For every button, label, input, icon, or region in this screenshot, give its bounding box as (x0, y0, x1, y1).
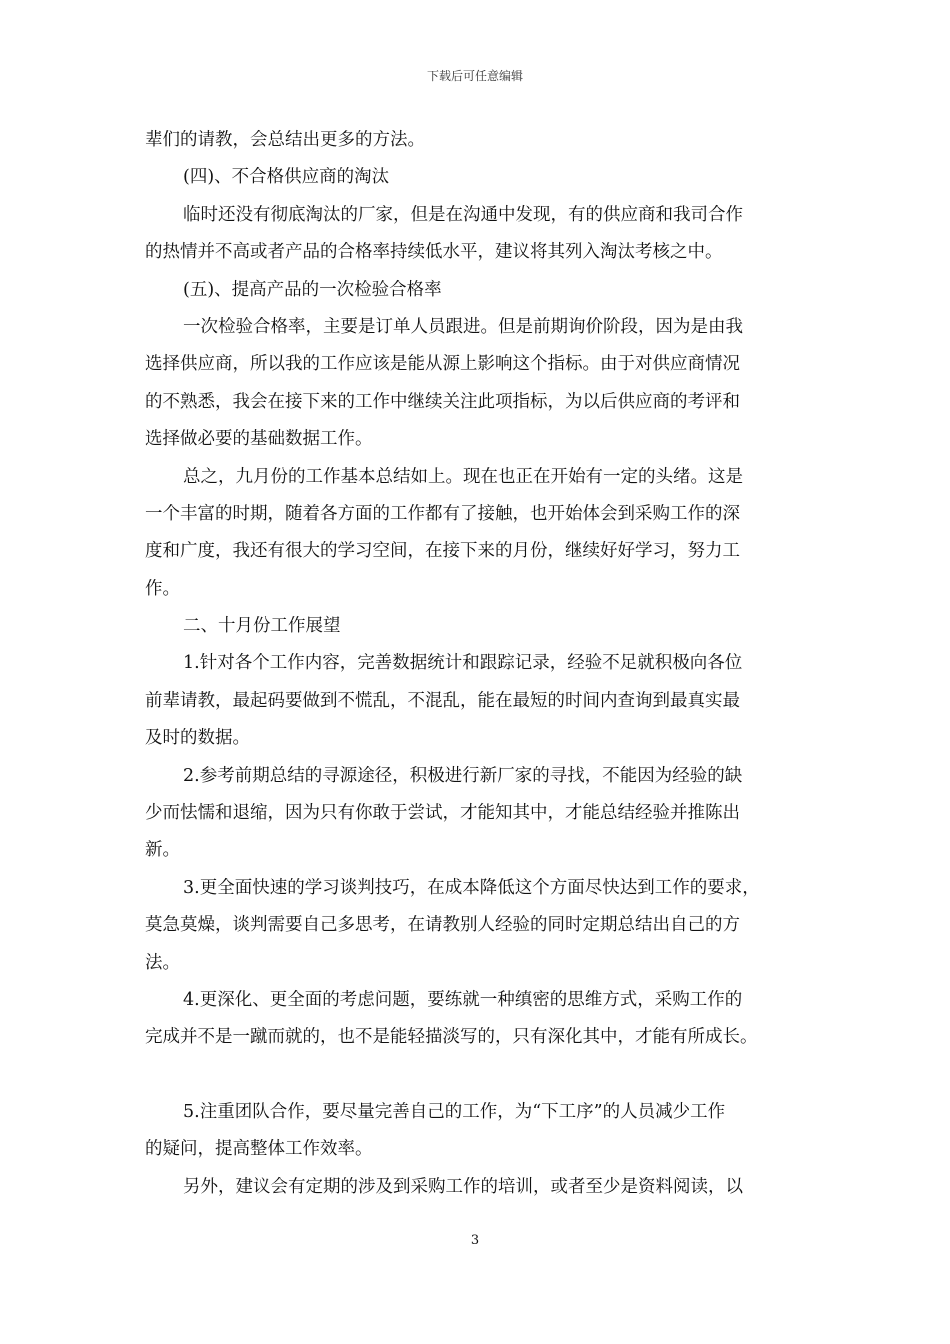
text-line: 3.更全面快速的学习谈判技巧，在成本降低这个方面尽快达到工作的要求， (183, 877, 760, 898)
text-line: 一次检验合格率，主要是订单人员跟进。但是前期询价阶段，因为是由我 (183, 316, 743, 337)
text-line: 2.参考前期总结的寻源途径，积极进行新厂家的寻找，不能因为经验的缺 (183, 765, 743, 786)
text-line: 另外，建议会有定期的涉及到采购工作的培训，或者至少是资料阅读，以 (183, 1176, 743, 1197)
text-line: 总之，九月份的工作基本总结如上。现在也正在开始有一定的头绪。这是 (183, 466, 743, 487)
text-line: 1.针对各个工作内容，完善数据统计和跟踪记录，经验不足就积极向各位 (183, 653, 743, 674)
text-line: 5.注重团队合作，要尽量完善自己的工作，为“下工序”的人员减少工作 (183, 1101, 726, 1122)
text-line: 完成并不是一蹴而就的，也不是能轻描淡写的，只有深化其中，才能有所成长。 (145, 1027, 758, 1048)
text-line: 前辈请教，最起码要做到不慌乱，不混乱，能在最短的时间内查询到最真实最 (145, 690, 740, 711)
text-line: 临时还没有彻底淘汰的厂家，但是在沟通中发现，有的供应商和我司合作 (183, 204, 743, 225)
text-line: 的热情并不高或者产品的合格率持续低水平，建议将其列入淘汰考核之中。 (145, 242, 723, 263)
text-line: 莫急莫燥，谈判需要自己多思考，在请教别人经验的同时定期总结出自己的方 (145, 915, 740, 936)
paragraph-gap (145, 1057, 811, 1094)
text-line: 一个丰富的时期，随着各方面的工作都有了接触，也开始体会到采购工作的深 (145, 503, 740, 524)
text-line: 辈们的请教，会总结出更多的方法。 (145, 130, 425, 150)
document-body (145, 122, 811, 1206)
text-line: 少而怯懦和退缩，因为只有你敢于尝试，才能知其中，才能总结经验并推陈出 (145, 803, 740, 824)
section-heading: 二、十月份工作展望 (183, 616, 341, 637)
text-line: 度和广度，我还有很大的学习空间，在接下来的月份，继续好好学习，努力工 (145, 541, 740, 562)
text-line: 的不熟悉，我会在接下来的工作中继续关注此项指标，为以后供应商的考评和 (145, 391, 740, 412)
page-number: 3 (470, 1233, 480, 1248)
page-header: 下载后可任意编辑 (426, 69, 523, 83)
text-line: 选择供应商，所以我的工作应该是能从源上影响这个指标。由于对供应商情况 (145, 354, 740, 375)
section-heading: (五)、提高产品的一次检验合格率 (183, 279, 442, 300)
text-line: 选择做必要的基础数据工作。 (145, 429, 373, 450)
text-line: 及时的数据。 (145, 728, 250, 749)
text-line: 4.更深化、更全面的考虑问题，要练就一种缜密的思维方式，采购工作的 (183, 989, 743, 1010)
section-heading: (四)、不合格供应商的淘汰 (183, 167, 390, 188)
text-line: 的疑问，提高整体工作效率。 (145, 1139, 373, 1160)
text-line: 作。 (145, 578, 180, 599)
text-line: 法。 (145, 952, 180, 973)
text-line: 新。 (145, 840, 180, 861)
